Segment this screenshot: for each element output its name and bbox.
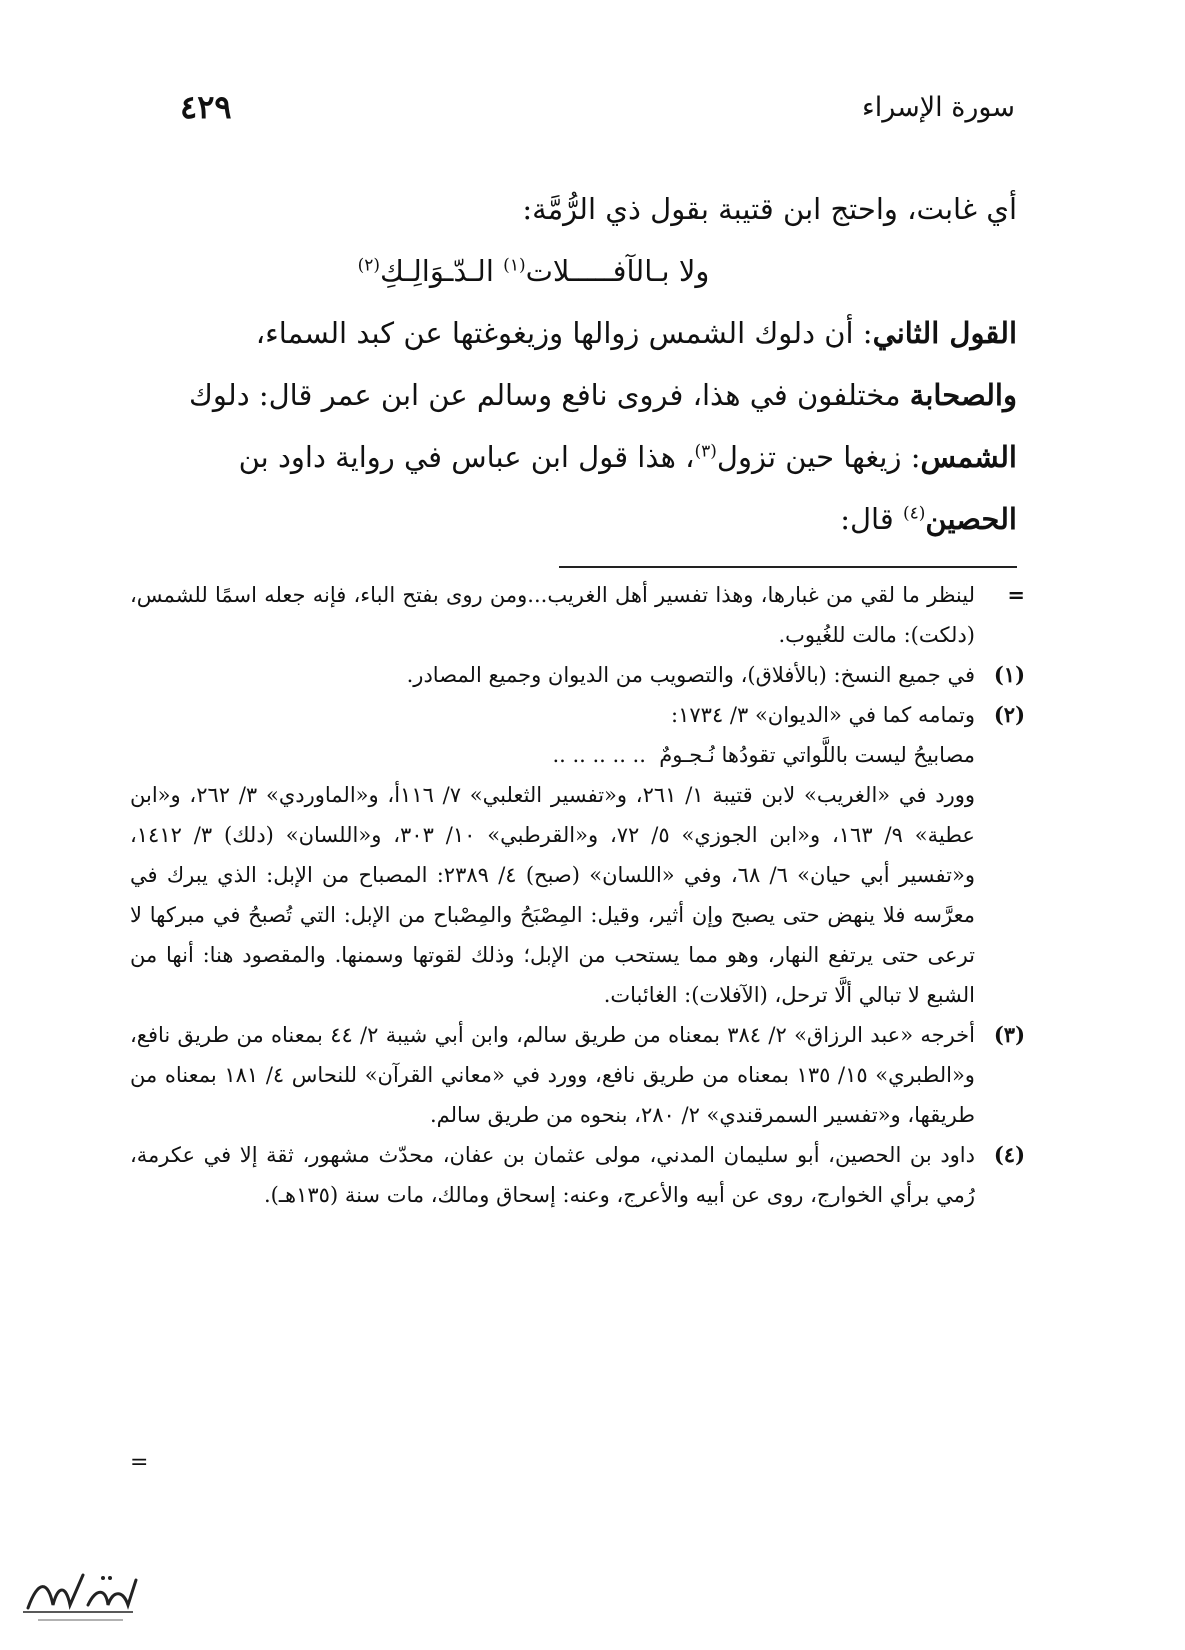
paragraph-text-5: قال: bbox=[840, 502, 903, 536]
continuation-marker: = bbox=[1007, 582, 1025, 607]
page-header bbox=[150, 88, 1015, 138]
verse-text: مصابيحُ ليست باللَّواتي تقودُها نُـجـومٌ bbox=[659, 743, 975, 767]
footnote-marker: (٢) bbox=[993, 702, 1025, 727]
footnote-ref-4[interactable]: (٤) bbox=[902, 503, 926, 524]
main-paragraph bbox=[130, 302, 1017, 364]
paragraph-text-4b: ، هذا قول ابن عباس في رواية داود بن bbox=[238, 440, 695, 474]
footnote-2 bbox=[130, 695, 1025, 1015]
footnote-marker: (٤) bbox=[993, 1142, 1025, 1167]
bold-word: الشمس bbox=[920, 440, 1017, 474]
footnote-verse bbox=[130, 735, 975, 775]
verse-part-2: الـدّـوَالِـكِ bbox=[380, 254, 504, 288]
continuation-marker-end: = bbox=[130, 1450, 149, 1475]
footnote-separator bbox=[559, 566, 1017, 568]
main-paragraph bbox=[130, 488, 1017, 550]
footnote-1 bbox=[130, 655, 1025, 695]
verse-part-1: ولا بـالآفـــــلات bbox=[525, 254, 710, 288]
footnote-text: في جميع النسخ: (بالأفلاق)، والتصويب من الديوان وجميع المصادر. bbox=[406, 663, 975, 687]
paragraph-text-2: : أن دلوك الشمس زوالها وزيغوغتها عن كبد السماء، bbox=[255, 316, 873, 350]
main-text bbox=[130, 178, 1017, 550]
footnote-continuation bbox=[130, 575, 1025, 655]
footnote-ref-3[interactable]: (٣) bbox=[694, 441, 717, 462]
bold-word: والصحابة bbox=[909, 378, 1017, 412]
second-opinion-heading: القول الثاني bbox=[872, 316, 1017, 350]
footnote-text: أخرجه «عبد الرزاق» ٢/ ٣٨٤ بمعناه من طريق سالم، وابن أبي شيبة ٢/ ٤٤ بمعناه من طريق نافع، و«الطبري» ١٥/ ١٣٥ بمعناه من طريق نافع، وورد في «معاني القرآن» للنحاس ٤/ ١٨١ بمعناه من طريقها، و«تفسير السمرقندي» ٢/ ٢٨٠، بنحوه من طريق سالم. bbox=[130, 1023, 975, 1127]
poetry-verse bbox=[130, 240, 1017, 302]
footnote-3 bbox=[130, 1015, 1025, 1135]
surah-title: سورة الإسراء bbox=[862, 92, 1015, 123]
footnote-marker: (٣) bbox=[993, 1022, 1025, 1047]
footnote-intro: وتمامه كما في «الديوان» ٣/ ١٧٣٤: bbox=[671, 703, 975, 727]
publisher-logo bbox=[8, 1560, 148, 1630]
main-paragraph bbox=[130, 364, 1017, 426]
footnote-4 bbox=[130, 1135, 1025, 1215]
main-paragraph bbox=[130, 426, 1017, 488]
footnote-marker: (١) bbox=[993, 662, 1025, 687]
bold-word: الحصين bbox=[925, 502, 1017, 536]
verse-ellipsis: .. .. .. .. .. bbox=[552, 743, 646, 767]
paragraph-text-4a: : زيغها حين تزول bbox=[716, 440, 921, 474]
main-line-1: أي غابت، واحتج ابن قتيبة بقول ذي الرُّمَّة: bbox=[522, 192, 1017, 226]
footnote-text: وورد في «الغريب» لابن قتيبة ١/ ٢٦١، و«تفسير الثعلبي» ٧/ ١١٦أ، و«الماوردي» ٣/ ٢٦٢، و«ابن عطية» ٩/ ١٦٣، و«ابن الجوزي» ٥/ ٧٢، و«القرطبي» ١٠/ ٣٠٣، و«اللسان» (دلك) ٣/ ١٤١٢، و«تفسير أبي حيان» ٦/ ٦٨، وفي «اللسان» (صبح) ٤/ ٢٣٨٩: المصباح من الإبل: الذي يبرك في معرَّسه فلا ينهض حتى يصبح وإن أثير، وقيل: المِصْبَحُ والمِصْباح من الإبل: التي تُصبحُ في مبركها لا ترعى حتى يرتفع النهار، وهو مما يستحب من الإبل؛ وذلك لقوتها وسمنها. والمقصود هنا: أنها من الشبع لا تبالي ألَّا ترحل، (الآفلات): الغائبات. bbox=[130, 783, 975, 1007]
footnote-ref-2[interactable]: (٢) bbox=[357, 255, 381, 276]
footnotes bbox=[130, 575, 1025, 1215]
page-number: ٤٢٩ bbox=[180, 88, 232, 126]
paragraph-text-3: مختلفون في هذا، فروى نافع وسالم عن ابن عمر قال: دلوك bbox=[188, 378, 910, 412]
footnote-text: داود بن الحصين، أبو سليمان المدني، مولى عثمان بن عفان، محدّث مشهور، ثقة إلا في عكرمة، رُمي برأي الخوارج، روى عن أبيه والأعرج، وعنه: إسحاق ومالك، مات سنة (١٣٥هـ). bbox=[130, 1143, 975, 1207]
footnote-ref-1[interactable]: (١) bbox=[503, 255, 526, 276]
footnote-text: لينظر ما لقي من غبارها، وهذا تفسير أهل الغريب...ومن روى بفتح الباء، فإنه جعله اسمًا للشمس، (دلكت): مالت للغُيوب. bbox=[130, 583, 975, 647]
